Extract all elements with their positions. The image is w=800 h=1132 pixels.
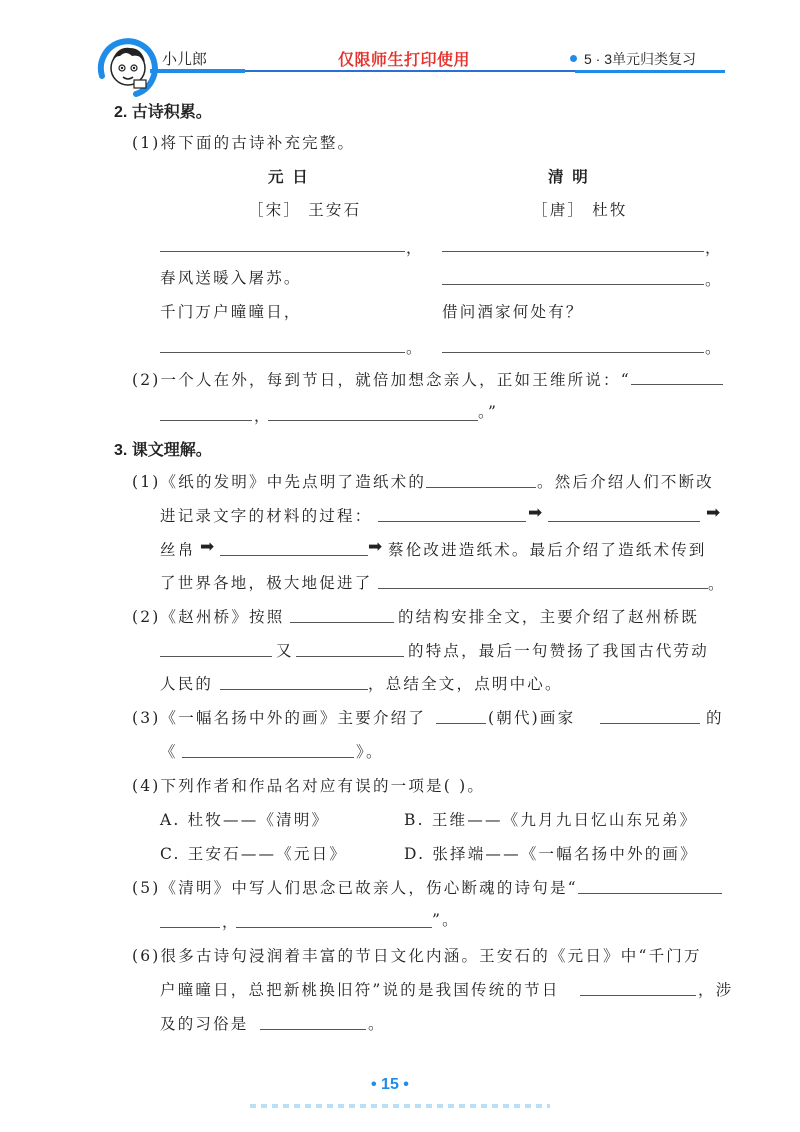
q3-s2-c: 又 xyxy=(276,642,294,660)
q3-s5-comma: ， xyxy=(222,913,240,931)
poem1-line3: 千门万户曈曈日， xyxy=(160,303,302,321)
poem1-line1-comma: ， xyxy=(406,239,424,257)
arrow-right-icon: ➡ xyxy=(706,503,721,523)
q2-sub2-comma: ， xyxy=(254,407,272,425)
poem1-line2: 春风送暖入屠苏。 xyxy=(160,269,302,287)
print-banner: 仅限师生打印使用 xyxy=(338,52,471,69)
poem2-line1-blank[interactable] xyxy=(442,251,704,252)
q2-sub2-end: 。” xyxy=(478,403,499,421)
q3-s3-a: (3)《一幅名扬中外的画》主要介绍了 xyxy=(132,709,427,727)
poem2-title: 清 明 xyxy=(548,169,590,186)
q3-s1-e: 蔡伦改进造纸术。最后介绍了造纸术传到 xyxy=(388,541,707,559)
q3-s1-c: 进记录文字的材料的过程： xyxy=(160,507,373,525)
q3-s1-a: (1)《纸的发明》中先点明了造纸术的 xyxy=(132,473,427,491)
q3-s6-blank-2[interactable] xyxy=(260,1029,366,1030)
poem2-line4-blank[interactable] xyxy=(442,352,704,353)
q2-sub2-blank-3[interactable] xyxy=(268,420,478,421)
q3-s2-f: ，总结全文，点明中心。 xyxy=(368,675,563,693)
q3-s6-blank-1[interactable] xyxy=(580,995,696,996)
q3-s2-d: 的特点，最后一句赞扬了我国古代劳动 xyxy=(408,642,709,660)
q3-s3-e: 》。 xyxy=(356,743,384,761)
q3-s5-blank-3[interactable] xyxy=(236,927,432,928)
option-c[interactable]: C. 王安石——《元日》 xyxy=(160,845,348,863)
q3-s1-blank-4[interactable] xyxy=(220,555,368,556)
mascot-logo-icon xyxy=(96,36,158,98)
q2-sub2-blank-2[interactable] xyxy=(160,420,252,421)
q3-s1-blank-2[interactable] xyxy=(378,521,526,522)
q3-s1-blank-1[interactable] xyxy=(426,487,536,488)
q3-s6-d: 及的习俗是 xyxy=(160,1015,249,1033)
q3-s3-blank-1[interactable] xyxy=(436,723,486,724)
option-a[interactable]: A. 杜牧——《清明》 xyxy=(160,811,330,829)
q3-s1-blank-3[interactable] xyxy=(548,521,700,522)
q3-s2-blank-1[interactable] xyxy=(290,622,394,623)
q3-s3-c: 的 xyxy=(706,709,724,727)
poem2-line4-period: 。 xyxy=(705,339,723,357)
poem2-author: ［唐］ 杜牧 xyxy=(532,201,628,219)
q3-s2-blank-4[interactable] xyxy=(220,689,368,690)
q3-s6-c: ，涉 xyxy=(698,981,734,999)
q3-s3-blank-2[interactable] xyxy=(600,723,700,724)
poem2-line2-period: 。 xyxy=(705,271,723,289)
q3-s2-blank-2[interactable] xyxy=(160,656,272,657)
q3-s5-blank-1[interactable] xyxy=(578,893,722,894)
poem1-author: ［宋］ 王安石 xyxy=(248,201,362,219)
poem1-line1-blank[interactable] xyxy=(160,251,405,252)
q3-s3-blank-3[interactable] xyxy=(182,757,354,758)
q3-s1-period: 。 xyxy=(708,575,726,593)
q3-s1-b: 。然后介绍人们不断改 xyxy=(537,473,715,491)
arrow-right-icon: ➡ xyxy=(368,537,383,557)
q2-sub2: (2)一个人在外，每到节日，就倍加想念亲人，正如王维所说：“ xyxy=(132,371,631,389)
footer-decoration xyxy=(250,1104,550,1108)
q2-sub1: (1)将下面的古诗补充完整。 xyxy=(132,134,356,152)
q3-s3-b: (朝代)画家 xyxy=(488,709,576,727)
q3-s2-blank-3[interactable] xyxy=(296,656,404,657)
brand-name: 小儿郎 xyxy=(162,51,208,68)
q2-sub2-blank-1[interactable] xyxy=(631,384,723,385)
arrow-right-icon: ➡ xyxy=(200,537,215,557)
q3-s1-d: 丝帛 xyxy=(160,541,196,559)
arrow-right-icon: ➡ xyxy=(528,503,543,523)
q3-s2-b: 的结构安排全文，主要介绍了赵州桥既 xyxy=(398,608,699,626)
q3-s5-b: ”。 xyxy=(432,911,460,929)
q3-s4: (4)下列作者和作品名对应有误的一项是( )。 xyxy=(132,777,486,795)
q3-s6-a: (6)很多古诗句浸润着丰富的节日文化内涵。王安石的《元日》中“千门万 xyxy=(132,947,702,965)
section-2-title: 2. 古诗积累。 xyxy=(114,104,212,121)
header-accent-left xyxy=(150,69,245,73)
poem1-title: 元 日 xyxy=(268,169,310,186)
poem2-line2-blank[interactable] xyxy=(442,284,704,285)
option-b[interactable]: B. 王维——《九月九日忆山东兄弟》 xyxy=(404,811,698,829)
q3-s2-a: (2)《赵州桥》按照 xyxy=(132,608,285,626)
page-number: • 15 • xyxy=(371,1076,409,1093)
q3-s3-d: 《 xyxy=(160,743,178,761)
q3-s1-f: 了世界各地，极大地促进了 xyxy=(160,574,373,592)
q3-s6-e: 。 xyxy=(368,1015,386,1033)
q3-s5-blank-2[interactable] xyxy=(160,927,220,928)
poem1-line4-blank[interactable] xyxy=(160,352,405,353)
q3-s5-a: (5)《清明》中写人们思念已故亲人，伤心断魂的诗句是“ xyxy=(132,879,578,897)
section-3-title: 3. 课文理解。 xyxy=(114,442,212,459)
poem2-line1-comma: ， xyxy=(705,239,723,257)
q3-s2-e: 人民的 xyxy=(160,675,214,693)
option-d[interactable]: D. 张择端——《一幅名扬中外的画》 xyxy=(404,845,698,863)
unit-title: 5 · 3单元归类复习 xyxy=(584,51,697,67)
poem1-line4-period: 。 xyxy=(406,339,424,357)
q3-s6-b: 户曈曈日，总把新桃换旧符”说的是我国传统的节日 xyxy=(160,981,560,999)
poem2-line3: 借问酒家何处有？ xyxy=(442,303,584,321)
unit-dot-icon xyxy=(570,55,577,62)
header-accent-right xyxy=(575,70,725,73)
q3-s1-blank-5[interactable] xyxy=(378,588,708,589)
